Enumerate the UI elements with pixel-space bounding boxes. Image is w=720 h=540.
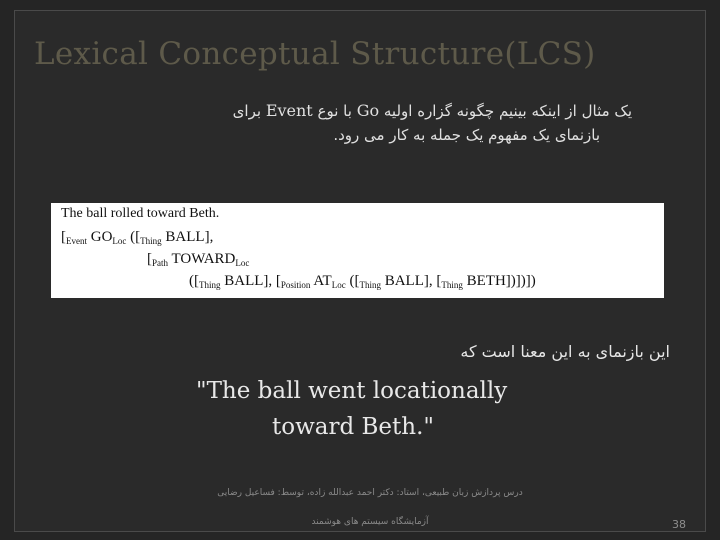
subscript-loc: Loc: [331, 280, 346, 290]
subscript-loc: Loc: [112, 236, 127, 246]
bracket: ([: [189, 273, 199, 289]
ball-constant: BALL],: [165, 229, 214, 245]
footer-lab: آزمایشگاه سیستم های هوشمند: [311, 517, 429, 527]
intro-event: Event: [265, 101, 313, 120]
subscript-thing: Thing: [359, 280, 381, 290]
subscript-thing: Thing: [140, 236, 162, 246]
subscript-thing: Thing: [441, 280, 463, 290]
bracket: ([: [130, 229, 141, 245]
quote-line-1: "The ball went locationally: [196, 378, 508, 404]
subscript-path: Path: [152, 258, 169, 268]
quote-line-2: toward Beth.": [272, 414, 434, 440]
intro-line-2: بازنمای یک مفهوم یک جمله به کار می رود.: [333, 126, 600, 144]
subscript-event: Event: [66, 236, 87, 246]
page-number: 38: [672, 518, 686, 531]
lcs-row-path: [61, 251, 249, 268]
bracket: [: [61, 229, 66, 245]
intro-text: یک مثال از اینکه بینیم چگونه گزاره اولیه: [383, 102, 632, 120]
toward-primitive: TOWARD: [171, 251, 236, 267]
bracket: ([: [349, 273, 360, 289]
lcs-row-position: [61, 273, 536, 290]
intro-line-1: [32, 101, 632, 120]
lcs-row-event: [61, 229, 213, 246]
intro-for: برای: [232, 102, 262, 120]
bracket: [: [147, 251, 152, 267]
slide-title: Lexical Conceptual Structure(LCS): [34, 36, 596, 72]
ball-constant: BALL], [: [224, 273, 281, 289]
subscript-loc: Loc: [235, 258, 250, 268]
at-primitive: AT: [313, 273, 332, 289]
intro-go: Go: [356, 101, 380, 120]
ball-constant: BALL], [: [384, 273, 442, 289]
intro-type: با نوع: [317, 102, 352, 120]
lcs-example-image: [51, 203, 664, 298]
lcs-sentence: The ball rolled toward Beth.: [61, 206, 220, 221]
go-primitive: GO: [90, 229, 113, 245]
meaning-quote: [196, 373, 576, 445]
subscript-thing: Thing: [199, 280, 221, 290]
beth-constant: BETH])])]): [466, 273, 536, 289]
meaning-line: این بازنمای به این معنا است که: [460, 342, 670, 361]
footer-course: درس پردازش زبان طبیعی، استاد: دکتر احمد عبدالله زاده، توسط: فساعیل رضایی: [217, 488, 523, 498]
subscript-position: Position: [280, 280, 311, 290]
